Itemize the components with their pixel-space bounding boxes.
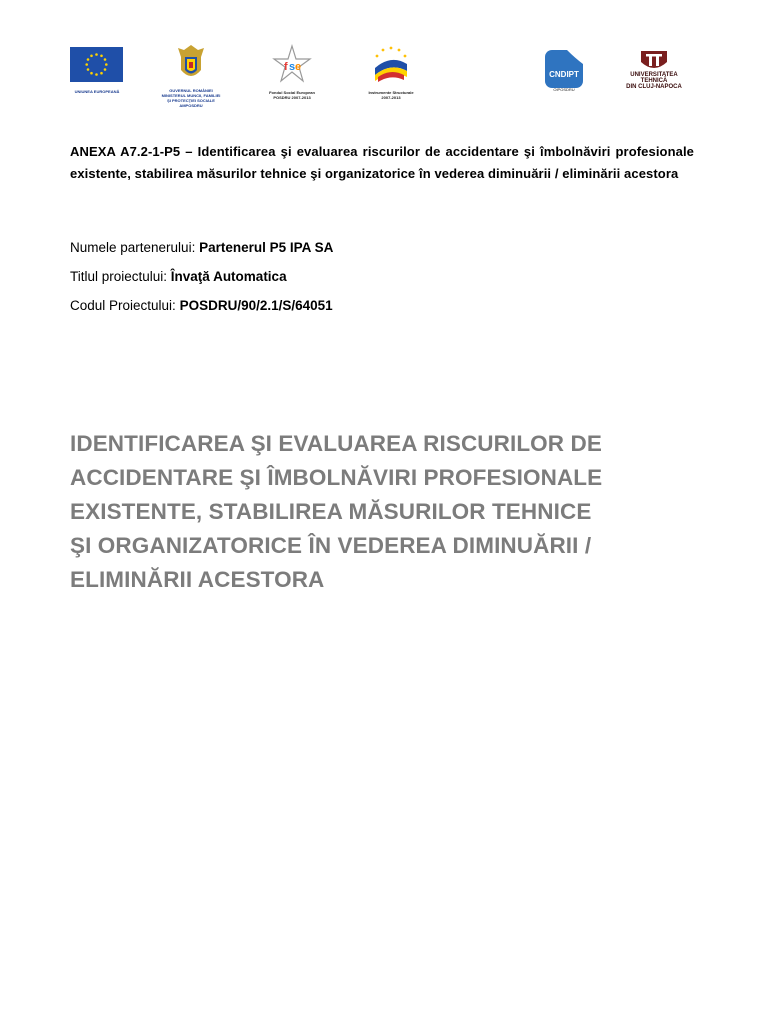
main-title: [70, 427, 710, 597]
main-title-line: EXISTENTE, STABILIREA MĂSURILOR TEHNICE: [70, 499, 592, 524]
partner-value: Partenerul P5 IPA SA: [199, 240, 334, 255]
project-title-line: [70, 269, 287, 285]
ministry-caption: GUVERNUL ROMÂNIEI MINISTERUL MUNCII, FAMILIEI ŞI PROTECŢIEI SOCIALE AMPOSDRU: [161, 88, 221, 108]
cndipt-caption: OIPOSDRU: [553, 87, 575, 92]
project-title-label: Titlul proiectului:: [70, 269, 171, 284]
main-title-line: IDENTIFICAREA ŞI EVALUAREA RISCURILOR DE: [70, 431, 602, 456]
utcn-logo-icon: [640, 50, 668, 72]
partner-line: [70, 240, 333, 256]
partner-label: Numele partenerului:: [70, 240, 200, 255]
cndipt-logo-icon: [545, 50, 583, 88]
structural-instruments-caption: Instrumente Structurale 2007-2013: [368, 90, 414, 100]
fse-caption: Fondul Social European POSDRU 2007-2013: [269, 90, 315, 100]
main-title-line: ACCIDENTARE ŞI ÎMBOLNĂVIRI PROFESIONALE: [70, 465, 603, 490]
project-title-value: Învaţă Automatica: [170, 269, 287, 284]
annex-title: ANEXA A7.2-1-P5 – Identificarea şi evaluarea riscurilor de accidentare şi îmbolnăviri profesionale existente, stabilirea măsurilor tehnice şi organizatorice în vederea diminuării / eliminării acestora: [70, 144, 694, 181]
structural-instruments-icon: [370, 44, 412, 84]
main-title-line: ELIMINĂRII ACESTORA: [70, 567, 325, 592]
cndipt-label: CNDIPT: [549, 70, 579, 79]
svg-text:e: e: [295, 61, 302, 73]
main-title-line: ŞI ORGANIZATORICE ÎN VEDEREA DIMINUĂRII /: [70, 533, 592, 558]
eu-caption: UNIUNEA EUROPEANĂ: [74, 89, 120, 94]
coat-of-arms-icon: [176, 44, 206, 84]
fse-logo-icon: [272, 44, 312, 84]
project-code-line: [70, 298, 333, 314]
project-code-label: Codul Proiectului:: [70, 298, 180, 313]
eu-flag-icon: [70, 47, 123, 82]
project-code-value: POSDRU/90/2.1/S/64051: [179, 298, 333, 313]
svg-text:f: f: [284, 61, 288, 73]
svg-text:s: s: [289, 61, 296, 73]
utcn-caption: UNIVERSITATEA TEHNICĂ DIN CLUJ-NAPOCA: [626, 72, 682, 90]
